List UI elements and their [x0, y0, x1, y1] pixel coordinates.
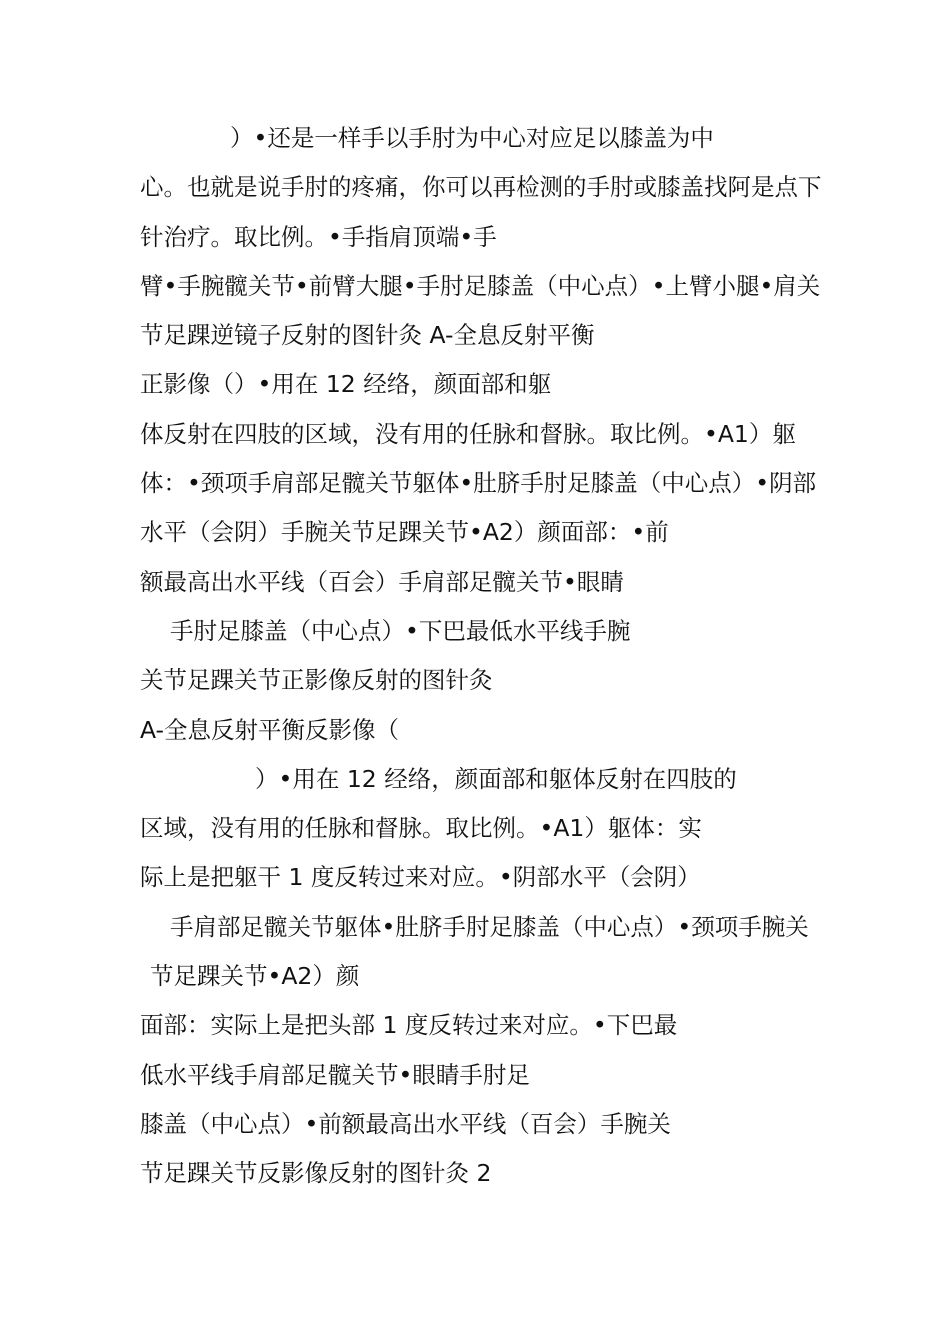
text-line: 针治疗。取比例。•手指肩顶端•手 — [140, 222, 497, 251]
text-line: 心。也就是说手肘的疼痛，你可以再检测的手肘或膝盖找阿是点下 — [140, 173, 822, 202]
text-line: ）•还是一样手以手肘为中心对应足以膝盖为中 — [230, 124, 714, 152]
text-line: 节足踝逆镜子反射的图针灸 A-全息反射平衡 — [140, 321, 595, 350]
text-line: 区域，没有用的任脉和督脉。取比例。•A1）躯体：实 — [140, 814, 702, 843]
text-line: 手肩部足髋关节躯体•肚脐手肘足膝盖（中心点）•颈项手腕关 — [170, 912, 809, 941]
text-line: ）•用在 12 经络，颜面部和躯体反射在四肢的 — [255, 764, 737, 793]
text-line: 膝盖（中心点）•前额最高出水平线（百会）手腕关 — [140, 1109, 671, 1138]
text-line: A-全息反射平衡反影像（ — [140, 715, 400, 744]
text-line: 低水平线手肩部足髋关节•眼睛手肘足 — [140, 1060, 530, 1089]
text-line: 额最高出水平线（百会）手肩部足髋关节•眼睛 — [140, 567, 624, 596]
text-line: 节足踝关节反影像反射的图针灸 2 — [140, 1159, 492, 1188]
text-line: 手肘足膝盖（中心点）•下巴最低水平线手腕 — [170, 616, 631, 645]
text-line: 正影像（）•用在 12 经络，颜面部和躯 — [140, 370, 552, 399]
text-line: 关节足踝关节正影像反射的图针灸 — [140, 666, 493, 695]
text-line: 体反射在四肢的区域，没有用的任脉和督脉。取比例。•A1）躯 — [140, 419, 796, 448]
text-line: 际上是把躯干 1 度反转过来对应。•阴部水平（会阴） — [140, 863, 701, 892]
text-line: 臂•手腕髋关节•前臂大腿•手肘足膝盖（中心点）•上臂小腿•肩关 — [140, 271, 821, 300]
body-text — [140, 114, 900, 1199]
text-line: 节足踝关节•A2）颜 — [150, 962, 360, 991]
text-line: 水平（会阴）手腕关节足踝关节•A2）颜面部：•前 — [140, 518, 669, 547]
text-line: 体：•颈项手肩部足髋关节躯体•肚脐手肘足膝盖（中心点）•阴部 — [140, 469, 817, 498]
text-line: 面部：实际上是把头部 1 度反转过来对应。•下巴最 — [140, 1011, 678, 1040]
